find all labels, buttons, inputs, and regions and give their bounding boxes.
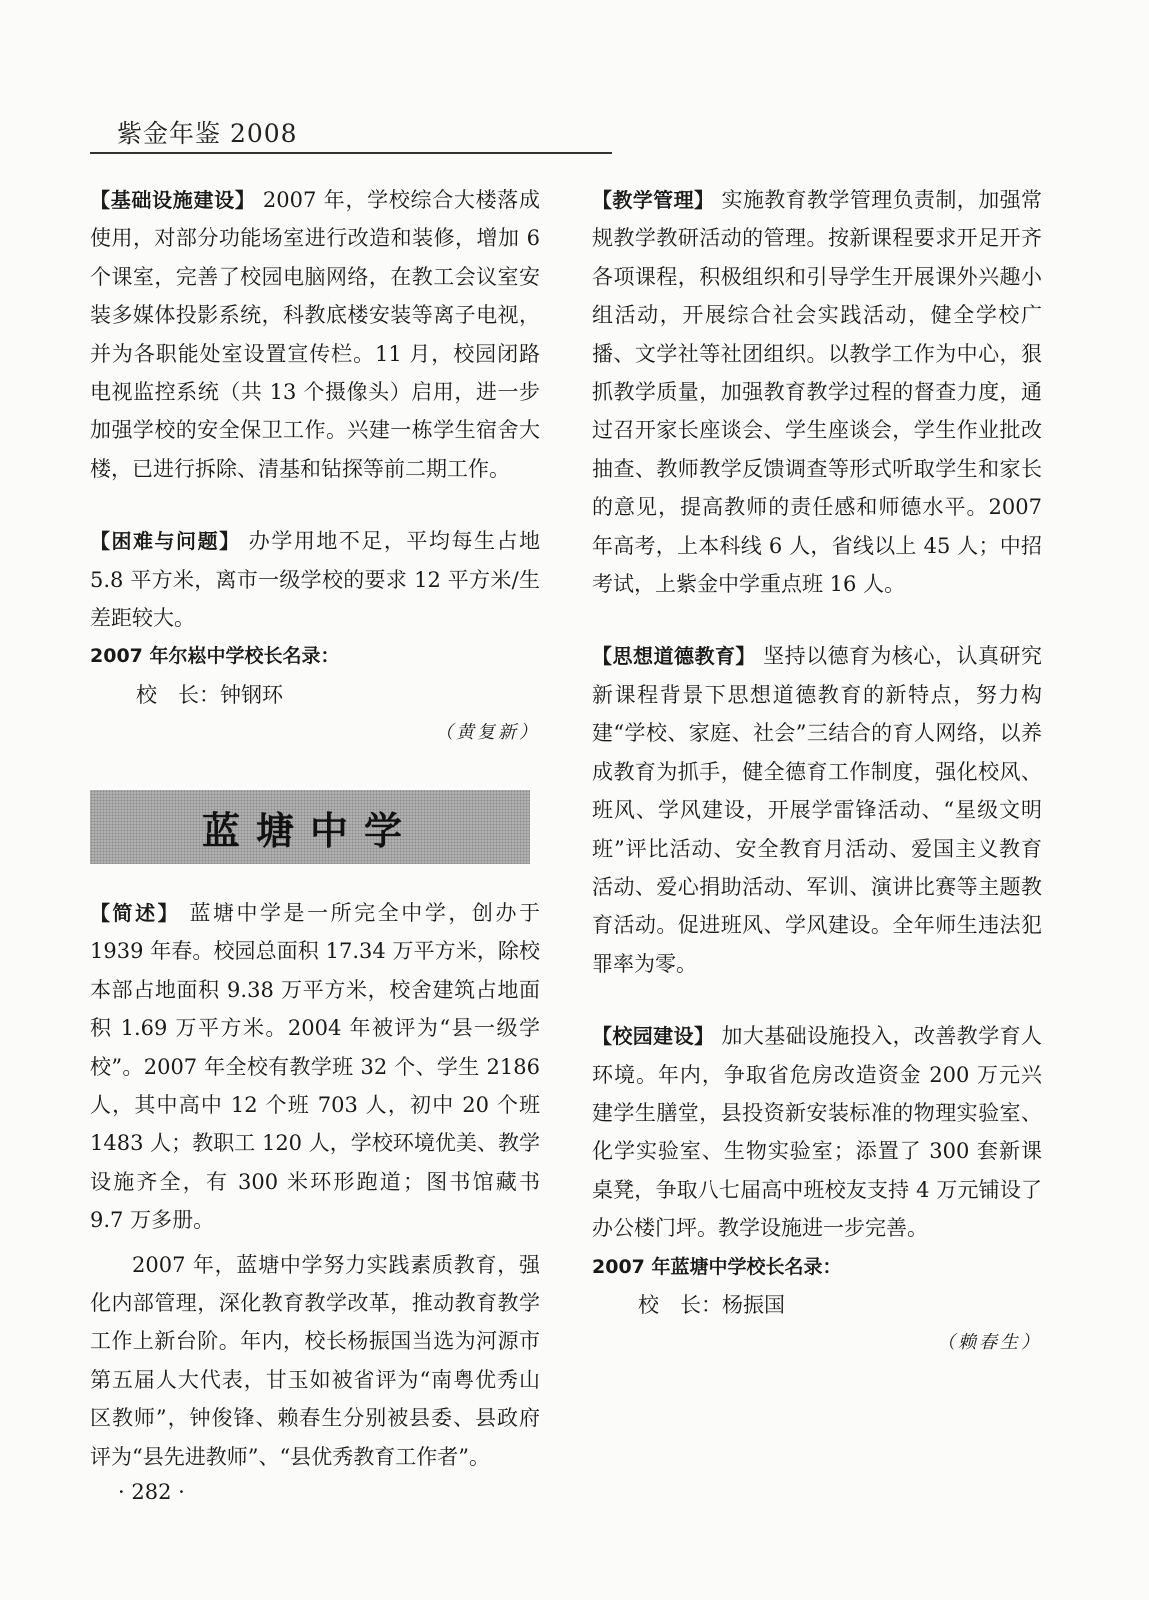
paragraph-campus-construction bbox=[592, 1017, 1042, 1247]
paragraph-text: 坚持以德育为核心，认真研究新课程背景下思想道德教育的新特点，努力构建“学校、家庭、社会”三结合的育人网络，以养成教育为抓手，健全德育工作制度，强化校风、班风、学风建设，开展学雷锋活动、“星级文明班”评比活动、安全教育月活动、爱国主义教育活动、爱心捐助活动、军训、演讲比赛等主题教育活动。促进班风、学风建设。全年师生违法犯罪率为零。 bbox=[592, 644, 1042, 976]
roster-title: 2007 年蓝塘中学校长名录： bbox=[592, 1255, 842, 1278]
section-heading: 【基础设施建设】 bbox=[90, 188, 256, 212]
paragraph-infrastructure bbox=[90, 181, 540, 488]
paragraph-text: 实施教育教学管理负责制，加强常规教学教研活动的管理。按新课程要求开足开齐各项课程，积极组织和引导学生开展课外兴趣小组活动，开展综合社会实践活动，健全学校广播、文学社等社团组织。以教学工作为中心，狠抓教学质量，加强教育教学过程的督查力度，通过召开家长座谈会、学生座谈会，学生作业批改抽查、教师教学反馈调查等形式听取学生和家长的意见，提高教师的责任感和师德水平。2007 年高考，上本科线 6 人，省线以上 45 人；中招考试，上紫金中学重点班 16 人。 bbox=[592, 188, 1042, 597]
paragraph-teaching-management bbox=[592, 181, 1042, 603]
left-column-lower bbox=[90, 894, 540, 1476]
section-heading: 【困难与问题】 bbox=[90, 529, 241, 554]
left-column bbox=[90, 181, 540, 753]
paragraph-text: 加大基础设施投入，改善教学育人环境。年内，争取省危房改造资金 200 万元兴建学生膳堂，县投资新安装标准的物理实验室、化学实验室、生物实验室；添置了 300 套新课桌凳，争取八七届高中班校友支持 4 万元铺设了办公楼门坪。教学设施进一步完善。 bbox=[592, 1024, 1042, 1241]
paragraph-overview bbox=[90, 894, 540, 1240]
paragraph-moral-education bbox=[592, 637, 1042, 983]
paragraph-text: 办学用地不足，平均每生占地 5.8 平方米，离市一级学校的要求 12 平方米/生差距较大。 bbox=[90, 529, 540, 631]
section-heading: 【教学管理】 bbox=[592, 188, 715, 212]
paragraph-text: 蓝塘中学是一所完全中学，创办于 1939 年春。校园总面积 17.34 万平方米，除校本部占地面积 9.38 万平方米，校舍建筑占地面积 1.69 万平方米。2004 年被评为“县一级学校”。2007 年全校有教学班 32 个、学生 2186 人，其中高中 12 个班 703 人，初中 20 个班 1483 人；教职工 120 人，学校环境优美、教学设施齐全，有 300 米环形跑道；图书馆藏书 9.7 万多册。 bbox=[90, 901, 540, 1233]
paragraph-achievements: 2007 年，蓝塘中学努力实践素质教育，强化内部管理，深化教育教学改革，推动教育教学工作上新台阶。年内，校长杨振国当选为河源市第五届人大代表，甘玉如被省评为“南粤优秀山区教师”，钟俊锋、赖春生分别被县委、县政府评为“县先进教师”、“县优秀教育工作者”。 bbox=[90, 1252, 540, 1469]
section-heading: 【简述】 bbox=[90, 901, 181, 925]
section-heading: 【校园建设】 bbox=[592, 1024, 715, 1049]
roster-title: 2007 年尔崧中学校长名录： bbox=[90, 645, 340, 668]
section-heading: 【思想道德教育】 bbox=[592, 644, 756, 669]
right-column bbox=[592, 181, 1042, 1363]
header-rule bbox=[90, 152, 612, 154]
author-credit: （黄复新） bbox=[435, 722, 540, 744]
principal-line: 校 长：杨振国 bbox=[638, 1292, 785, 1317]
school-title-banner bbox=[90, 790, 530, 864]
author-credit: （赖春生） bbox=[937, 1332, 1042, 1354]
paragraph-difficulties bbox=[90, 522, 540, 637]
banner-title: 蓝塘中学 bbox=[201, 808, 418, 853]
running-header: 紫金年鉴 2008 bbox=[117, 119, 298, 148]
paragraph-text: 2007 年，学校综合大楼落成使用，对部分功能场室进行改造和装修，增加 6 个课室，完善了校园电脑网络，在教工会议室安装多媒体投影系统，科教底楼安装等离子电视，并为各职能处室设置宣传栏。11 月，校园闭路电视监控系统（共 13 个摄像头）启用，进一步加强学校的安全保卫工作。兴建一栋学生宿舍大楼，已进行拆除、清基和钻探等前二期工作。 bbox=[90, 188, 540, 481]
principal-line: 校 长：钟钢环 bbox=[136, 682, 283, 707]
page-number: · 282 · bbox=[118, 1480, 185, 1504]
